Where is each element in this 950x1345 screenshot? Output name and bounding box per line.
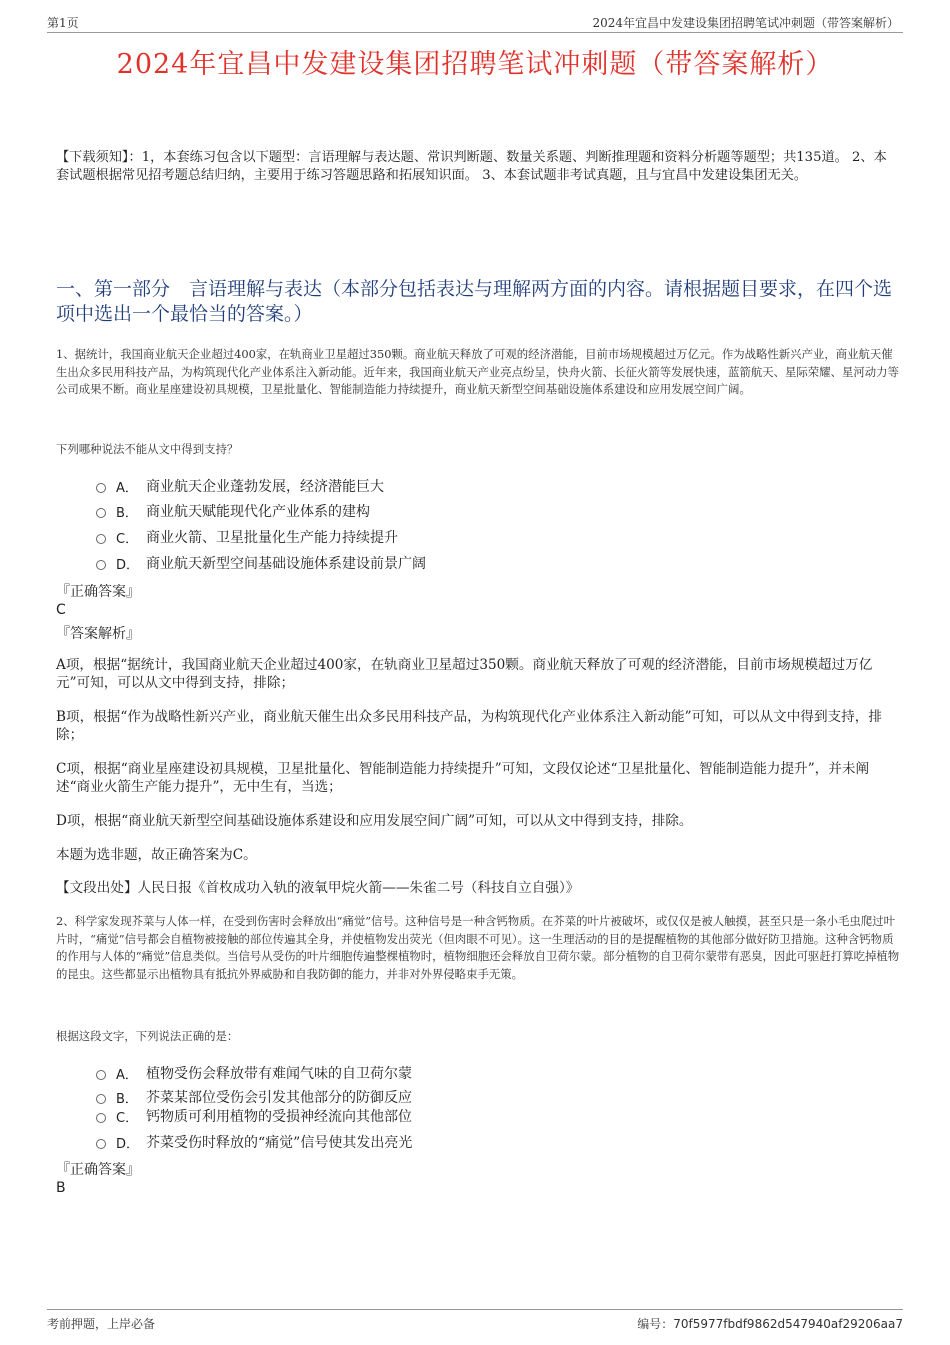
option-key: D．	[116, 1136, 140, 1152]
radio-icon[interactable]	[96, 508, 106, 518]
page-footer	[47, 1309, 903, 1332]
question-2-option-c[interactable]	[96, 1106, 412, 1126]
question-1-option-c[interactable]	[96, 527, 398, 547]
document-title: 2024年宜昌中发建设集团招聘笔试冲刺题（带答案解析）	[116, 49, 834, 80]
page-number: 第1页	[47, 16, 79, 30]
question-2-answer-label: 『正确答案』	[56, 1162, 140, 1178]
option-key: B．	[116, 505, 138, 521]
section-heading: 一、第一部分 言语理解与表达（本部分包括表达与理解两方面的内容。请根据题目要求，在四个选项中选出一个最恰当的答案。）	[56, 278, 893, 325]
radio-icon[interactable]	[96, 1094, 106, 1104]
question-1-option-a[interactable]	[96, 476, 384, 496]
radio-icon[interactable]	[96, 534, 106, 544]
question-2-option-a[interactable]	[96, 1063, 412, 1083]
radio-icon[interactable]	[96, 483, 106, 493]
option-key: B．	[116, 1091, 138, 1107]
option-key: A．	[116, 1067, 138, 1083]
option-key: C．	[116, 1110, 139, 1126]
analysis-conclusion: 本题为选非题，故正确答案为C。	[56, 847, 257, 863]
analysis-item-c: C项，根据“商业星座建设初具规模，卫星批量化、智能制造能力持续提升”可知，文段仅论述“卫星批量化、智能制造能力提升”，并未阐述“商业火箭生产能力提升”，无中生有，当选；	[56, 761, 870, 795]
option-text: 商业火箭、卫星批量化生产能力持续提升	[146, 530, 398, 546]
option-key: A．	[116, 480, 138, 496]
option-text: 芥菜某部位受伤会引发其他部分的防御反应	[146, 1090, 412, 1106]
option-text: 植物受伤会释放带有难闻气味的自卫荷尔蒙	[146, 1066, 412, 1082]
question-2-prompt: 根据这段文字，下列说法正确的是：	[56, 1029, 239, 1043]
question-1-answer-label: 『正确答案』	[56, 584, 140, 600]
question-2-option-b[interactable]	[96, 1087, 412, 1107]
analysis-item-b: B项，根据“作为战略性新兴产业，商业航天催生出众多民用科技产品，为构筑现代化产业体系注入新动能”可知，可以从文中得到支持，排除；	[56, 709, 882, 743]
header-doc-title: 2024年宜昌中发建设集团招聘笔试冲刺题（带答案解析）	[592, 16, 899, 30]
analysis-item-a: A项，根据“据统计，我国商业航天企业超过400家，在轨商业卫星超过350颗。商业航天释放了可观的经济潜能，目前市场规模超过万亿元”可知，可以从文中得到支持，排除；	[56, 657, 873, 691]
download-notice: 【下载须知】：1，本套练习包含以下题型：言语理解与表达题、常识判断题、数量关系题、判断推理题和资料分析题等题型；共135道。 2、本套试题根据常见招考题总结归纳，主要用于练习答题思路和拓展知识面。 3、本套试题非考试真题，且与宜昌中发建设集团无关。	[56, 150, 887, 183]
option-text: 芥菜受伤时释放的“痛觉”信号使其发出亮光	[146, 1135, 413, 1151]
radio-icon[interactable]	[96, 560, 106, 570]
footer-code-value: 70f5977fbdf9862d547940af29206aa7	[673, 1317, 903, 1331]
question-1-passage: 1、据统计，我国商业航天企业超过400家，在轨商业卫星超过350颗。商业航天释放了可观的经济潜能，目前市场规模超过万亿元。作为战略性新兴产业，商业航天催生出众多民用科技产品，为构筑现代化产业体系注入新动能。近年来，我国商业航天产业亮点纷呈，快舟火箭、长征火箭等发展快速，蓝箭航天、星际荣耀、星河动力等公司成果不断。商业星座建设初具规模，卫星批量化、智能制造能力持续提升，商业航天新型空间基础设施体系建设和应用发展空间广阔。	[56, 347, 899, 396]
option-key: D．	[116, 557, 140, 573]
option-key: C．	[116, 531, 139, 547]
page-header	[47, 14, 903, 33]
footer-code	[637, 1315, 903, 1332]
radio-icon[interactable]	[96, 1139, 106, 1149]
option-text: 商业航天企业蓬勃发展，经济潜能巨大	[146, 479, 384, 495]
footer-code-label: 编号：	[637, 1317, 674, 1331]
question-2-passage: 2、科学家发现芥菜与人体一样，在受到伤害时会释放出“痛觉”信号。这种信号是一种含钙物质。在芥菜的叶片被破坏，或仅仅是被人触摸，甚至只是一条小毛虫爬过叶片时，“痛觉”信号都会自植物被接触的部位传遍其全身，并使植物发出荧光（但肉眼不可见）。这一生理活动的目的是提醒植物的其他部分做好防卫措施。这种含钙物质的作用与人体的“痛觉”信息类似。当信号从受伤的叶片细胞传遍整棵植物时，植物细胞还会释放自卫荷尔蒙。部分植物的自卫荷尔蒙带有恶臭，因此可驱赶打算吃掉植物的昆虫。这些都显示出植物具有抵抗外界威胁和自我防御的能力，并非对外界侵略束手无策。	[56, 914, 900, 981]
question-1-answer: C	[56, 602, 66, 618]
question-1-option-b[interactable]	[96, 501, 370, 521]
analysis-source: 【文段出处】人民日报《首枚成功入轨的液氧甲烷火箭——朱雀二号（科技自立自强）》	[56, 880, 580, 896]
footer-slogan: 考前押题，上岸必备	[47, 1317, 156, 1331]
question-2-option-d[interactable]	[96, 1132, 412, 1152]
question-2-answer: B	[56, 1180, 66, 1196]
radio-icon[interactable]	[96, 1113, 106, 1123]
radio-icon[interactable]	[96, 1070, 106, 1080]
question-1-option-d[interactable]	[96, 553, 426, 573]
option-text: 商业航天赋能现代化产业体系的建构	[146, 504, 370, 520]
question-1-prompt: 下列哪种说法不能从文中得到支持？	[56, 442, 239, 456]
option-text: 商业航天新型空间基础设施体系建设前景广阔	[146, 556, 426, 572]
option-text: 钙物质可利用植物的受损神经流向其他部位	[146, 1109, 412, 1125]
analysis-item-d: D项，根据“商业航天新型空间基础设施体系建设和应用发展空间广阔”可知，可以从文中得到支持，排除。	[56, 813, 693, 829]
question-1-analysis-label: 『答案解析』	[56, 626, 140, 642]
